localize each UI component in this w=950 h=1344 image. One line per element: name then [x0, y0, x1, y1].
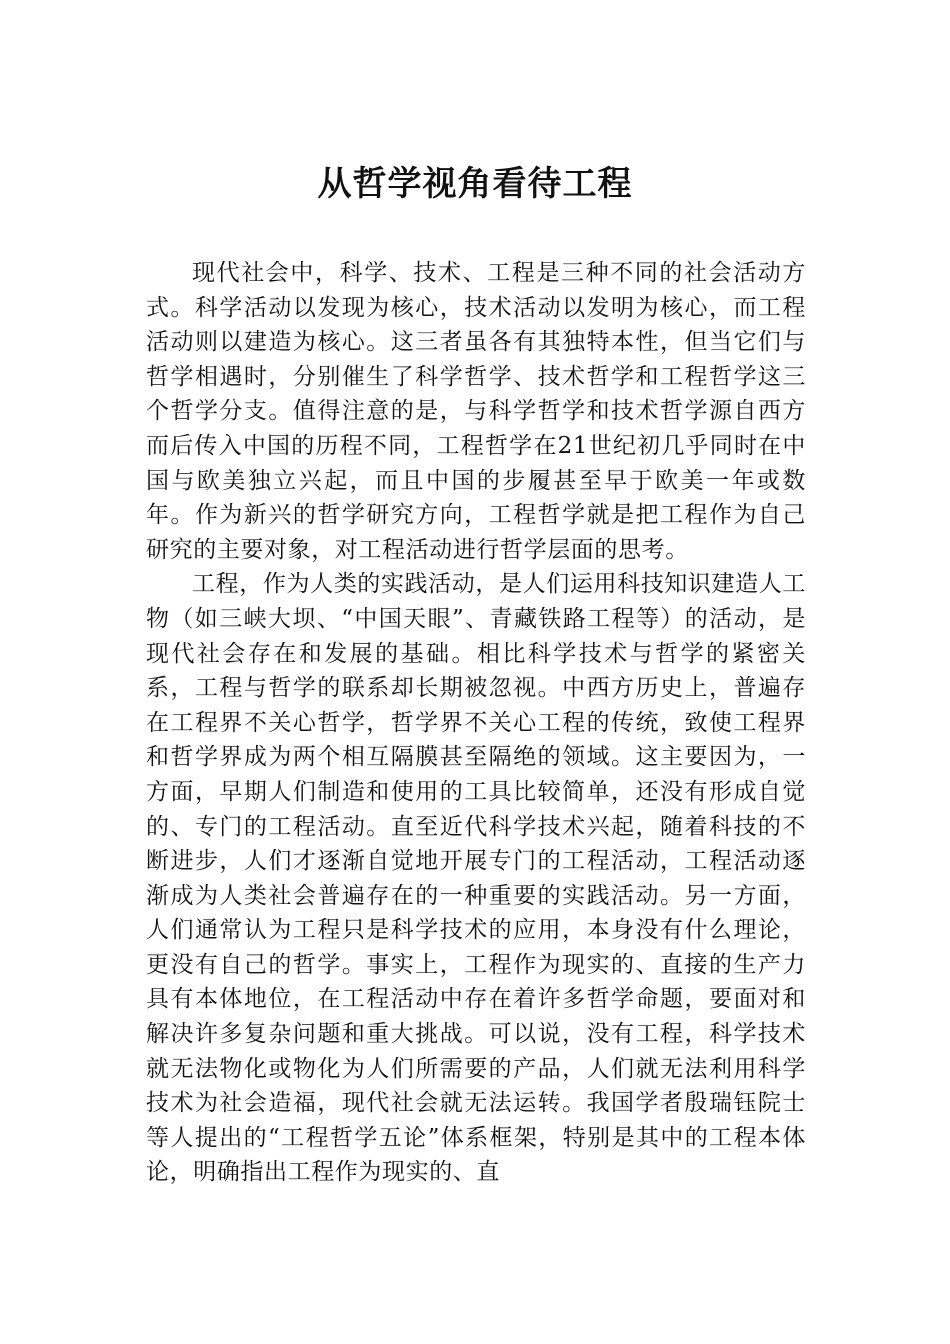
document-body [146, 256, 806, 1190]
paragraph-1: 现代社会中，科学、技术、工程是三种不同的社会活动方式。科学活动以发现为核心，技术活动以发明为核心，而工程活动则以建造为核心。这三者虽各有其独特本性，但当它们与哲学相遇时，分别催生了科学哲学、技术哲学和工程哲学这三个哲学分支。值得注意的是，与科学哲学和技术哲学源自西方而后传入中国的历程不同，工程哲学在21世纪初几乎同时在中国与欧美独立兴起，而且中国的步履甚至早于欧美一年或数年。作为新兴的哲学研究方向，工程哲学就是把工程作为自己研究的主要对象，对工程活动进行哲学层面的思考。 [146, 260, 806, 563]
document-title: 从哲学视角看待工程 [317, 164, 633, 204]
paragraph-2: 工程，作为人类的实践活动，是人们运用科技知识建造人工物（如三峡大坝、“中国天眼”、青藏铁路工程等）的活动，是现代社会存在和发展的基础。相比科学技术与哲学的紧密关系，工程与哲学的联系却长期被忽视。中西方历史上，普遍存在工程界不关心哲学，哲学界不关心工程的传统，致使工程界和哲学界成为两个相互隔膜甚至隔绝的领域。这主要因为，一方面，早期人们制造和使用的工具比较简单，还没有形成自觉的、专门的工程活动。直至近代科学技术兴起，随着科技的不断进步，人们才逐渐自觉地开展专门的工程活动，工程活动逐渐成为人类社会普遍存在的一种重要的实践活动。另一方面，人们通常认为工程只是科学技术的应用，本身没有什么理论，更没有自己的哲学。事实上，工程作为现实的、直接的生产力具有本体地位，在工程活动中存在着许多哲学命题，要面对和解决许多复杂问题和重大挑战。可以说，没有工程，科学技术就无法物化或物化为人们所需要的产品，人们就无法利用科学技术为社会造福，现代社会就无法运转。我国学者殷瑞钰院士等人提出的“工程哲学五论”体系框架，特别是其中的工程本体论，明确指出工程作为现实的、直 [146, 571, 806, 1186]
